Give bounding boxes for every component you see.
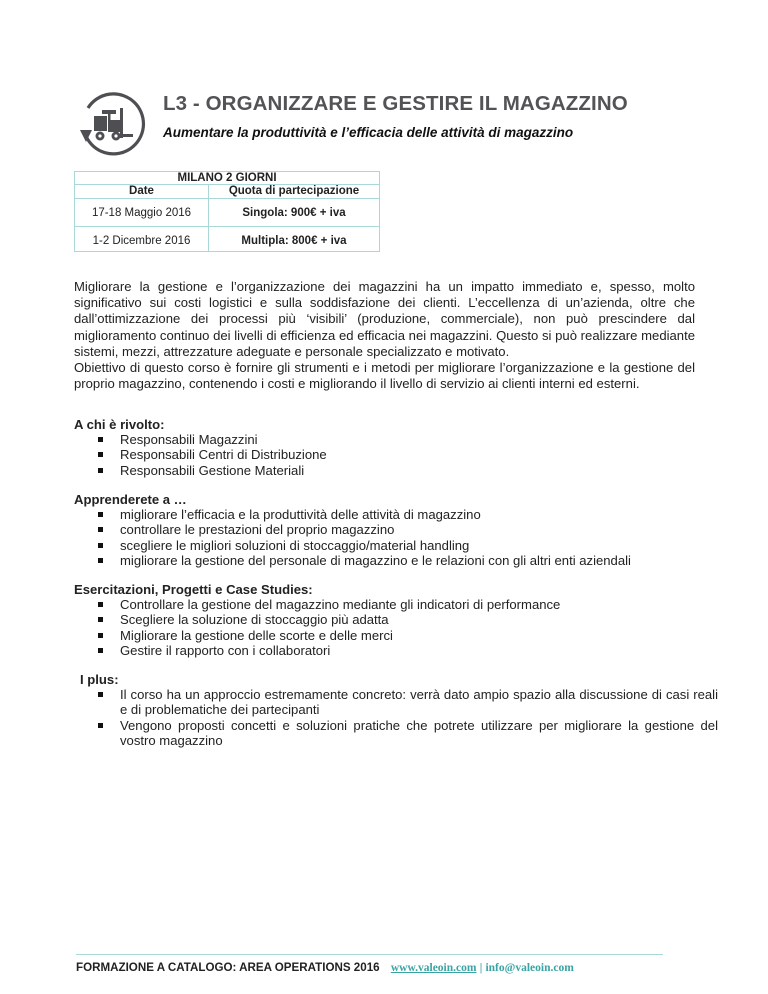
list-item-text: migliorare l’efficacia e la produttività delle attività di magazzino bbox=[120, 507, 481, 523]
exercises-list bbox=[74, 597, 704, 658]
section-exercises bbox=[74, 582, 704, 658]
learn-list bbox=[74, 507, 704, 568]
table-row bbox=[75, 198, 379, 227]
forklift-cycle-icon bbox=[76, 86, 148, 158]
section-title: Apprenderete a … bbox=[74, 492, 187, 507]
bullet-icon bbox=[98, 543, 103, 548]
bullet-icon bbox=[98, 692, 103, 697]
section-plus bbox=[80, 672, 718, 748]
date-cell: 1-2 Dicembre 2016 bbox=[92, 235, 191, 247]
page-title: L3 - ORGANIZZARE E GESTIRE IL MAGAZZINO bbox=[163, 92, 628, 115]
email-link[interactable]: info@valeoin.com bbox=[485, 962, 574, 974]
list-item bbox=[96, 597, 704, 612]
footer bbox=[76, 961, 574, 974]
section-title: A chi è rivolto: bbox=[74, 417, 165, 432]
list-item bbox=[96, 432, 704, 447]
list-item-text: Scegliere la soluzione di stoccaggio più adatta bbox=[120, 612, 389, 628]
footer-catalog: FORMAZIONE A CATALOGO: AREA OPERATIONS 2016 bbox=[76, 961, 380, 974]
website-link[interactable]: www.valeoin.com bbox=[390, 962, 477, 974]
bullet-icon bbox=[98, 617, 103, 622]
list-item bbox=[96, 553, 704, 568]
list-item-text: Responsabili Gestione Materiali bbox=[120, 462, 305, 478]
list-item-text: Controllare la gestione del magazzino mediante gli indicatori di performance bbox=[120, 597, 561, 613]
schedule-table bbox=[74, 171, 380, 252]
list-item-text: migliorare la gestione del personale di magazzino e le relazioni con gli altri enti aziendali bbox=[120, 552, 631, 568]
bullet-icon bbox=[98, 527, 103, 532]
list-item-text: Gestire il rapporto con i collaboratori bbox=[120, 642, 331, 658]
target-list bbox=[74, 432, 704, 478]
bullet-icon bbox=[98, 648, 103, 653]
col-fee-header: Quota di partecipazione bbox=[228, 185, 360, 197]
table-row bbox=[75, 226, 379, 252]
section-title: I plus: bbox=[80, 672, 119, 687]
page-subtitle: Aumentare la produttività e l’efficacia delle attività di magazzino bbox=[163, 125, 574, 140]
section-title: Esercitazioni, Progetti e Case Studies: bbox=[74, 582, 313, 597]
list-item bbox=[96, 538, 704, 553]
fee-cell: Singola: 900€ + iva bbox=[242, 207, 346, 219]
list-item bbox=[96, 612, 704, 627]
intro-text bbox=[74, 279, 695, 392]
list-item-text: Responsabili Magazzini bbox=[120, 432, 258, 448]
list-item-text: scegliere le migliori soluzioni di stoccaggio/material handling bbox=[120, 537, 470, 553]
col-date-header: Date bbox=[129, 185, 154, 197]
list-item-text: Responsabili Centri di Distribuzione bbox=[120, 447, 327, 463]
list-item-text: Il corso ha un approccio estremamente concreto: verrà dato ampio spazio alla discussione di casi reali e di problematiche dei partecipanti bbox=[120, 687, 718, 718]
bullet-icon bbox=[98, 512, 103, 517]
bullet-icon bbox=[98, 633, 103, 638]
list-item bbox=[96, 463, 704, 478]
list-item-text: Migliorare la gestione delle scorte e delle merci bbox=[120, 627, 393, 643]
footer-divider bbox=[76, 954, 663, 955]
table-divider bbox=[208, 184, 209, 251]
list-item bbox=[96, 522, 704, 537]
list-item bbox=[96, 447, 704, 462]
section-target bbox=[74, 417, 704, 478]
intro-paragraph: Migliorare la gestione e l’organizzazione dei magazzini ha un impatto immediato e, spesso, molto significativo sui costi logistici e sulla soddisfazione dei clienti. L’eccellenza di un’azienda, oltre che dall’ottimizzazione dei processi più ‘visibili’ (produzione, commerciale), non può prescindere dal miglioramento continuo dei livelli di efficienza ed efficacia nei magazzini. Questo si può realizzare mediante sistemi, mezzi, attrezzature adeguate e personale specializzato e motivato. bbox=[74, 279, 695, 359]
bullet-icon bbox=[98, 437, 103, 442]
list-item bbox=[96, 507, 704, 522]
date-cell: 17-18 Maggio 2016 bbox=[91, 207, 192, 219]
list-item bbox=[96, 643, 704, 658]
bullet-icon bbox=[98, 602, 103, 607]
intro-paragraph: Obiettivo di questo corso è fornire gli strumenti e i metodi per migliorare l’organizzazione e la gestione del proprio magazzino, contenendo i costi e migliorando il livello di servizio ai clienti interni ed esterni. bbox=[74, 360, 695, 392]
list-item-text: Vengono proposti concetti e soluzioni pratiche che potrete utilizzare per migliorare la gestione del vostro magazzino bbox=[120, 717, 718, 748]
schedule-header-row bbox=[75, 184, 379, 199]
footer-separator: | bbox=[479, 962, 483, 974]
schedule-heading: MILANO 2 GIORNI bbox=[75, 172, 379, 185]
bullet-icon bbox=[98, 468, 103, 473]
list-item-text: controllare le prestazioni del proprio magazzino bbox=[120, 522, 395, 538]
fee-cell: Multipla: 800€ + iva bbox=[241, 235, 347, 247]
bullet-icon bbox=[98, 558, 103, 563]
list-item bbox=[96, 718, 718, 748]
bullet-icon bbox=[98, 452, 103, 457]
plus-list bbox=[80, 687, 718, 748]
section-learn bbox=[74, 492, 704, 568]
list-item bbox=[96, 628, 704, 643]
bullet-icon bbox=[98, 723, 103, 728]
list-item bbox=[96, 687, 718, 717]
